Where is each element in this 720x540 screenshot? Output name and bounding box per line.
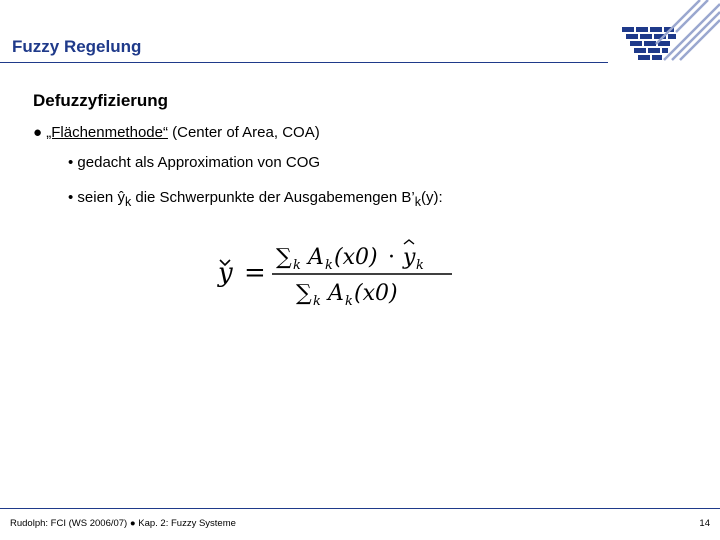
page-number: 14 — [699, 518, 710, 529]
sub2-pre: • seien ŷ — [68, 189, 125, 206]
sub2-post: (y): — [420, 189, 443, 206]
numerator-a: A — [308, 245, 324, 270]
bullet-coa — [33, 124, 320, 141]
numerator-yk: y — [403, 245, 416, 270]
sub2-mid: die Schwerpunkte der Ausgabemengen B’ — [131, 189, 415, 206]
numerator-x0: (x0) — [334, 245, 378, 270]
formula-lhs: y — [218, 258, 233, 288]
slide-title: Fuzzy Regelung — [12, 37, 142, 56]
section-heading: Defuzzyfizierung — [33, 91, 169, 110]
formula-equals: = — [244, 258, 266, 288]
header-rule — [0, 62, 608, 63]
bullet-rest: (Center of Area, COA) — [167, 124, 320, 141]
coa-formula — [210, 236, 460, 316]
numerator-sum: ∑ — [276, 245, 292, 270]
numerator-sum-index: k — [293, 258, 301, 273]
bullet-marker: ● — [33, 124, 43, 141]
university-logo — [620, 0, 720, 64]
denominator-sum-index: k — [313, 294, 321, 309]
bullet-quoted-term: „Flächenmethode“ — [46, 124, 168, 141]
numerator-yk-index: k — [416, 258, 424, 273]
sub-bullet-approx: • gedacht als Approximation von COG — [68, 154, 321, 171]
denominator-sum: ∑ — [296, 281, 312, 306]
numerator-a-index: k — [325, 258, 333, 273]
numerator-dot: · — [388, 245, 395, 270]
denominator-a: A — [328, 281, 344, 306]
footer-text: Rudolph: FCI (WS 2006/07) ● Kap. 2: Fuzzy Systeme — [10, 518, 236, 529]
denominator-x0: (x0) — [354, 281, 398, 306]
sub2-subscript-2: k — [414, 195, 421, 209]
sub-bullet-schwerpunkte — [68, 189, 443, 209]
sub2-subscript-1: k — [124, 195, 132, 209]
footer-rule — [0, 508, 720, 509]
denominator-a-index: k — [345, 294, 353, 309]
